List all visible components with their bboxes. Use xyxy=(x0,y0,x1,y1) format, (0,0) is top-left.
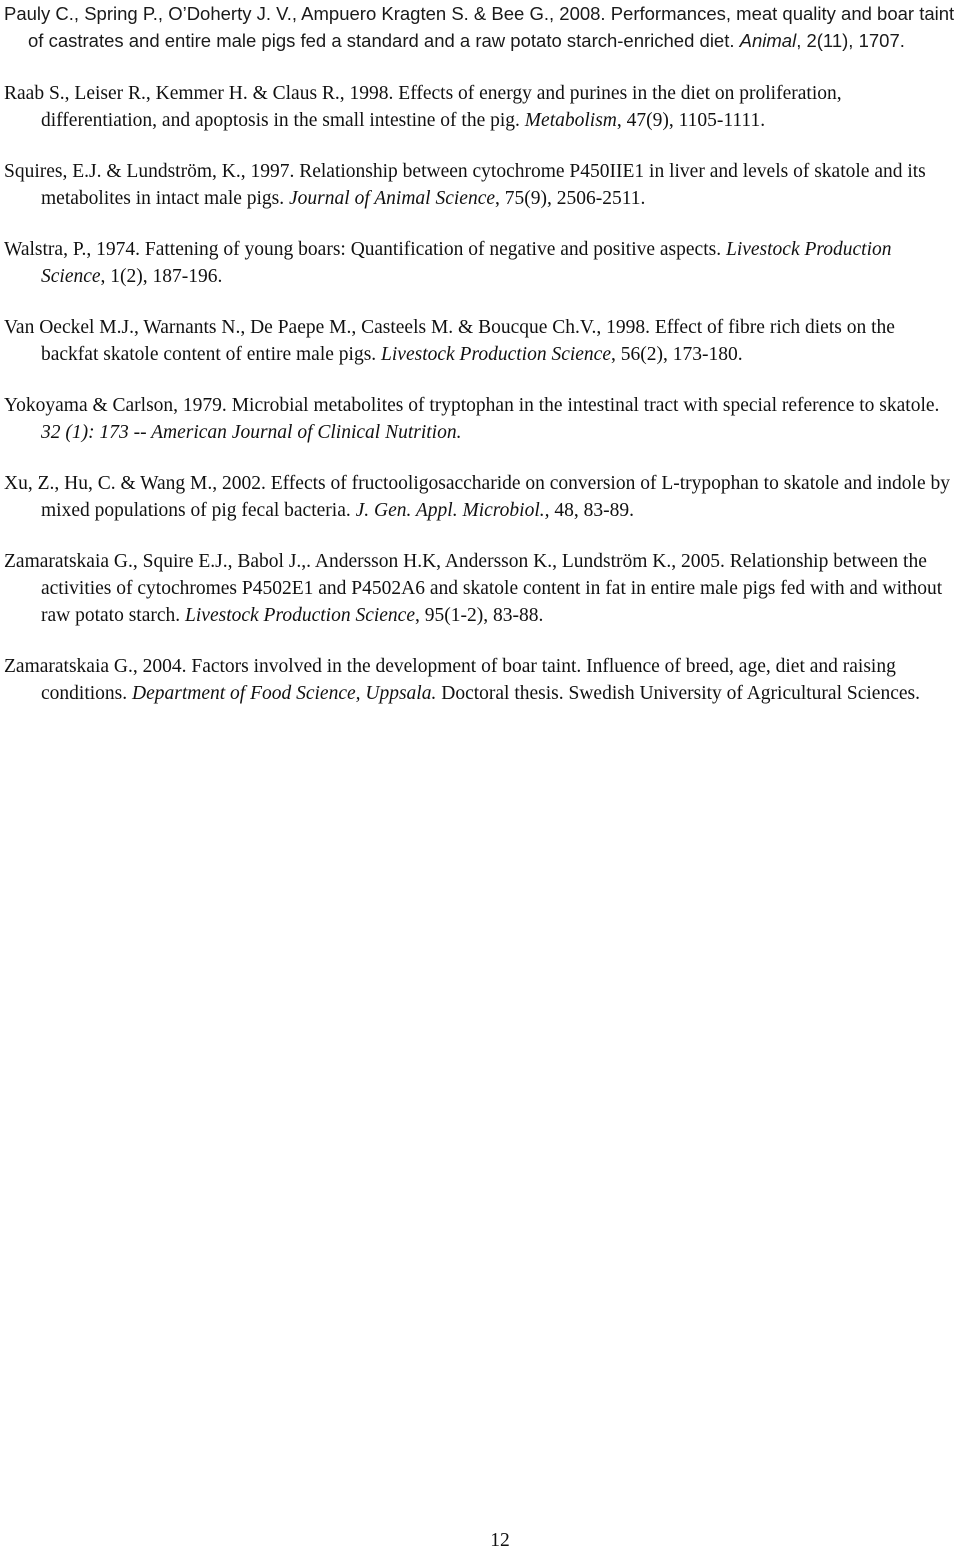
reference-journal: Animal xyxy=(739,30,797,51)
reference-title: Fattening of young boars: Quantification of negative and positive aspects. xyxy=(144,239,722,260)
reference-entry xyxy=(4,0,956,54)
reference-entry xyxy=(4,548,956,629)
reference-authors: Yokoyama & Carlson, 1979. xyxy=(4,395,227,416)
reference-list xyxy=(4,0,956,731)
reference-title: Performances, meat quality and boar taint of castrates and entire male pigs fed a standard and a raw potato starch-enriched diet. xyxy=(28,3,955,51)
page-number: 12 xyxy=(490,1530,510,1551)
reference-details: , 56(2), 173-180. xyxy=(611,344,743,365)
reference-entry xyxy=(4,470,956,524)
reference-entry xyxy=(4,236,956,290)
reference-journal: Journal of Animal Science xyxy=(289,188,495,209)
reference-authors: Van Oeckel M.J., Warnants N., De Paepe M., Casteels M. & Boucque Ch.V., 1998. xyxy=(4,317,650,338)
reference-entry xyxy=(4,158,956,212)
reference-journal: Department of Food Science, Uppsala. xyxy=(132,683,437,704)
reference-journal: Livestock Production Science xyxy=(185,605,415,626)
reference-authors: Zamaratskaia G., Squire E.J., Babol J.,. Andersson H.K, Andersson K., Lundström K., 2005. xyxy=(4,551,725,572)
reference-authors: Walstra, P., 1974. xyxy=(4,239,141,260)
reference-journal: Metabolism xyxy=(524,110,617,131)
reference-title: Relationship between cytochrome P450IIE1 in liver and levels of skatole and its metabolites in intact male pigs. xyxy=(41,161,926,209)
reference-details: , 47(9), 1105-1111. xyxy=(616,110,766,131)
reference-entry xyxy=(4,392,956,446)
reference-authors: Pauly C., Spring P., O’Doherty J. V., Ampuero Kragten S. & Bee G., 2008. xyxy=(4,3,606,24)
reference-title: Effects of fructooligosaccharide on conversion of L-trypophan to skatole and indole by mixed populations of pig fecal bacteria. xyxy=(41,473,950,521)
reference-authors: Zamaratskaia G., 2004. xyxy=(4,656,187,677)
reference-authors: Squires, E.J. & Lundström, K., 1997. xyxy=(4,161,295,182)
reference-details: , 1(2), 187-196. xyxy=(100,266,223,287)
reference-details: 48, 83-89. xyxy=(549,500,634,521)
reference-title: Factors involved in the development of boar taint. Influence of breed, age, diet and raising conditions. xyxy=(41,656,896,704)
reference-details: , 75(9), 2506-2511. xyxy=(495,188,646,209)
reference-details: , 95(1-2), 83-88. xyxy=(415,605,544,626)
reference-journal: Livestock Production Science xyxy=(381,344,611,365)
reference-entry xyxy=(4,653,956,707)
reference-authors: Xu, Z., Hu, C. & Wang M., 2002. xyxy=(4,473,266,494)
reference-details: Doctoral thesis. Swedish University of Agricultural Sciences. xyxy=(436,683,920,704)
reference-entry xyxy=(4,80,956,134)
reference-title: Effects of energy and purines in the diet on proliferation, differentiation, and apoptosis in the small intestine of the pig. xyxy=(41,83,842,131)
reference-entry xyxy=(4,314,956,368)
reference-journal: J. Gen. Appl. Microbiol., xyxy=(355,500,550,521)
reference-title: Microbial metabolites of tryptophan in the intestinal tract with special reference to skatole. xyxy=(231,395,940,416)
reference-authors: Raab S., Leiser R., Kemmer H. & Claus R., 1998. xyxy=(4,83,394,104)
reference-title: Effect of fibre rich diets on the backfat skatole content of entire male pigs. xyxy=(41,317,895,365)
reference-title: Relationship between the activities of cytochromes P4502E1 and P4502A6 and skatole content in fat in entire male pigs fed with and without raw potato starch. xyxy=(41,551,943,626)
reference-journal: 32 (1): 173 -- American Journal of Clinical Nutrition. xyxy=(41,422,462,443)
reference-details: , 2(11), 1707. xyxy=(796,30,905,51)
reference-journal: Livestock Production Science xyxy=(41,239,892,287)
